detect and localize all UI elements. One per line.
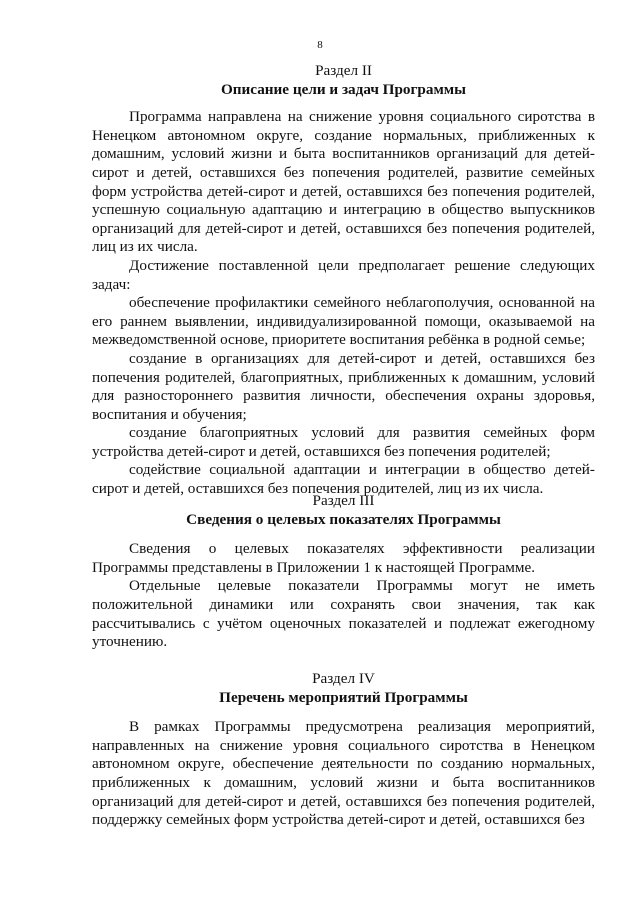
paragraph: создание благоприятных условий для развития семейных форм устройства детей-сирот и детей, оставшихся без попечения родителей; <box>92 424 595 460</box>
section-heading: Сведения о целевых показателях Программы <box>186 510 501 528</box>
paragraph: В рамках Программы предусмотрена реализация мероприятий, направленных на снижение уровня социального сиротства в Ненецком автономном округе, обеспечение деятельности по созданию нормальных, приближенных к домашним, условий жизни и быта воспитанников организаций для детей-сирот и детей, оставшихся без попечения родителей, поддержку семейных форм устройства детей-сирот и детей, оставшихся без <box>92 718 595 829</box>
paragraph: Достижение поставленной цели предполагает решение следующих задач: <box>92 256 595 293</box>
section-3 <box>92 492 595 652</box>
section-heading: Перечень мероприятий Программы <box>219 688 468 706</box>
paragraph: обеспечение профилактики семейного неблагополучия, основанной на его раннем выявлении, индивидуализированной помощи, оказываемой на межведомственной основе, приоритете воспитания ребёнка в родной семье; <box>92 294 595 349</box>
paragraph: Отдельные целевые показатели Программы могут не иметь положительной динамики или сохранять свои значения, так как рассчитывались с учётом оценочных показателей и подлежат ежегодному уточнению. <box>92 577 595 651</box>
paragraph: Программа направлена на снижение уровня социального сиротства в Ненецком автономном округе, создание нормальных, приближенных к домашним, условий жизни и быта воспитанников организаций для детей-сирот и детей, оставшихся без попечения родителей, развитие семейных форм устройства детей-сирот и детей, оставшихся без попечения родителей, успешную социальную адаптацию и интеграцию в общество выпускников организаций для детей-сирот и детей, оставшихся без попечения родителей, лиц из их числа. <box>92 108 595 256</box>
section-title: Раздел III <box>312 492 375 509</box>
paragraph: создание в организациях для детей-сирот и детей, оставшихся без попечения родителей, благоприятных, приближенных к домашним, условий для разностороннего развития личности, обеспечения охраны здоровья, воспитания и обучения; <box>92 349 595 423</box>
section-4 <box>92 670 595 830</box>
section-heading: Описание цели и задач Программы <box>220 80 467 98</box>
section-2 <box>92 62 595 499</box>
paragraph: Сведения о целевых показателях эффективности реализации Программы представлены в Приложении 1 к настоящей Программе. <box>92 540 595 576</box>
page-number: 8 <box>317 39 323 51</box>
section-title: Раздел II <box>315 62 372 79</box>
paragraph: содействие социальной адаптации и интеграции в общество детей-сирот и детей, оставшихся без попечения родителей, лиц из их числа. <box>92 461 595 498</box>
section-title: Раздел IV <box>312 670 375 687</box>
